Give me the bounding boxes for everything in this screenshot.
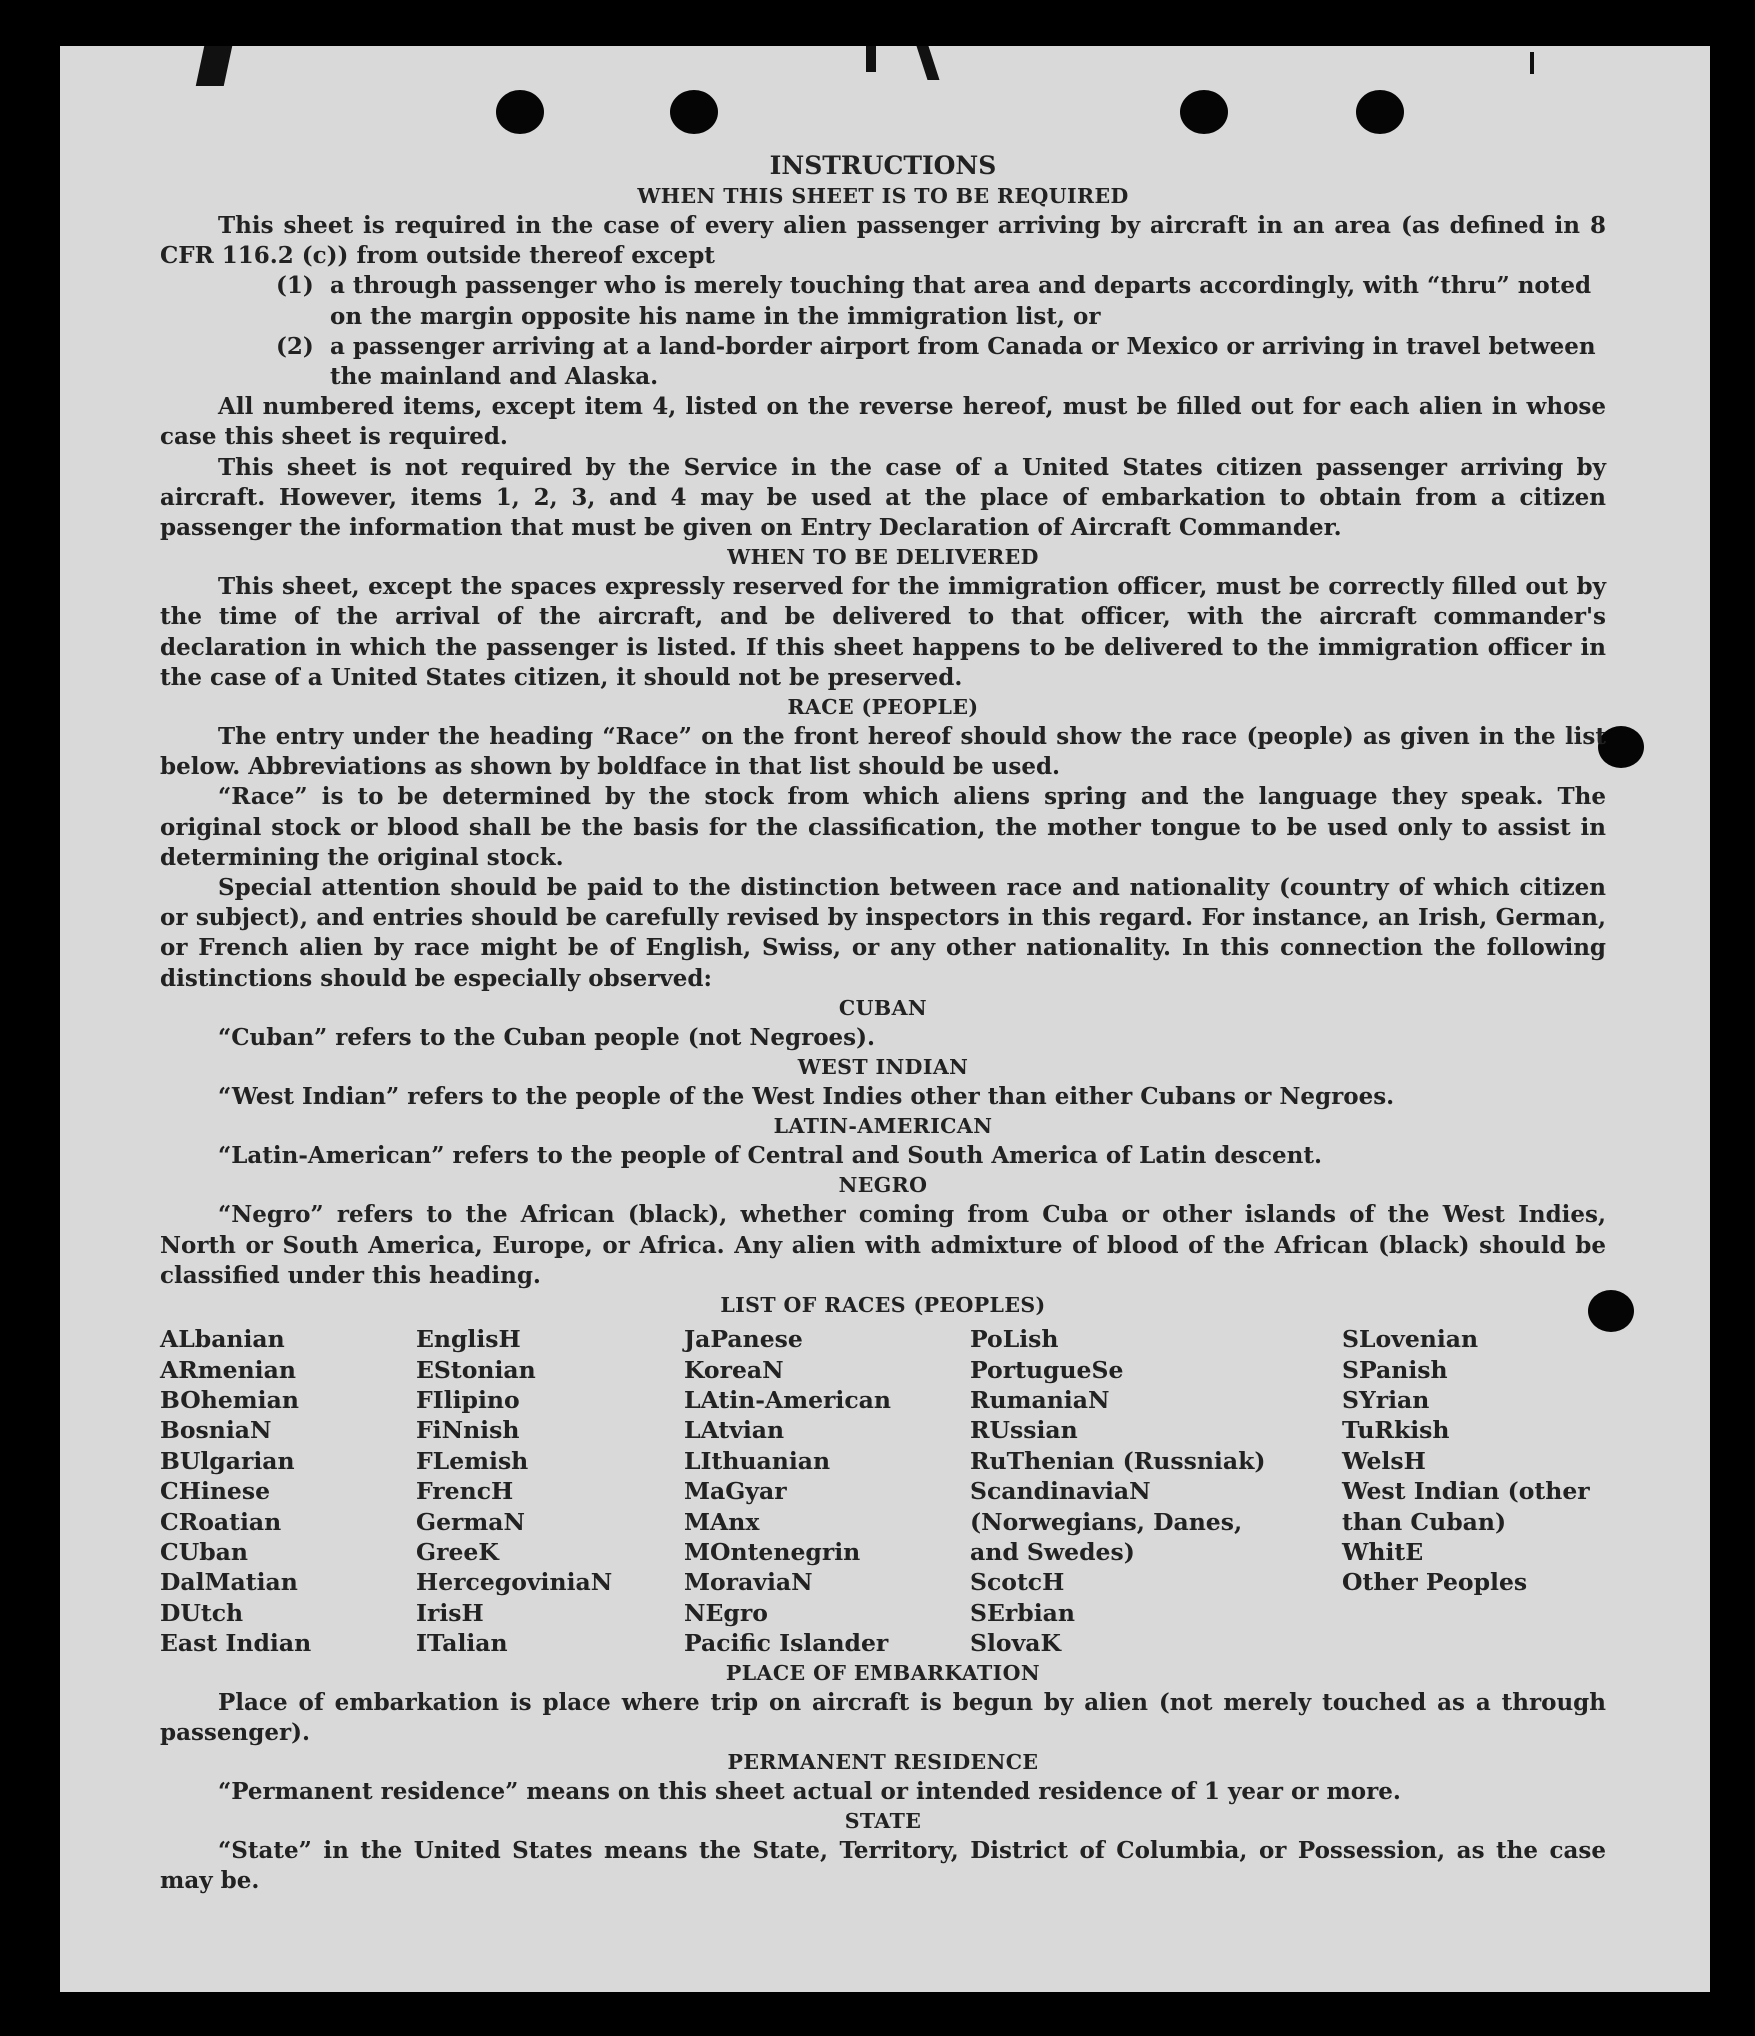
paragraph: “Permanent residence” means on this sheet actual or intended residence of 1 year or more. [218, 1777, 1401, 1805]
paragraph: All numbered items, except item 4, listed on the reverse hereof, must be filled out for each alien in whose case this sheet is required. [160, 393, 1606, 451]
race-entry: SLovenian [1342, 1325, 1479, 1354]
race-entry: CHinese [160, 1477, 271, 1506]
paragraph: Special attention should be paid to the distinction between race and nationality (country of which citizen or subject), and entries should be carefully revised by inspectors in this regard. For instance, an Irish, German, or French alien by race might be of English, Swiss, or any other nationality. In this connection the following distinctions should be especially observed: [160, 874, 1606, 992]
race-entry: TuRkish [1342, 1416, 1450, 1445]
instructions-text [160, 150, 1606, 1897]
race-entry: EStonian [416, 1355, 536, 1384]
race-entry: IrisH [416, 1598, 484, 1627]
item-text: a passenger arriving at a land-border airport from Canada or Mexico or arriving in travel between the mainland and Alaska. [330, 332, 1596, 391]
paragraph: This sheet is required in the case of every alien passenger arriving by aircraft in an area (as defined in 8 CFR 116.2 (c)) from outside thereof except [160, 212, 1606, 270]
race-entry: SlovaK [970, 1629, 1061, 1658]
staple-mark [866, 46, 876, 72]
section-heading: WHEN TO BE DELIVERED [727, 545, 1039, 570]
race-entry: PortugueSe [970, 1355, 1124, 1384]
section-heading: STATE [844, 1809, 922, 1834]
race-entry: GreeK [416, 1537, 499, 1566]
section-heading: PLACE OF EMBARKATION [725, 1660, 1041, 1685]
punch-hole [1180, 90, 1228, 134]
item-number: (2) [276, 332, 314, 360]
race-entry: FrencH [416, 1477, 514, 1506]
race-entry: PoLish [970, 1325, 1059, 1354]
race-entry: LAtvian [684, 1416, 785, 1445]
punch-hole [670, 90, 718, 134]
paragraph: “State” in the United States means the State, Territory, District of Columbia, or Possession, as the case may be. [160, 1837, 1606, 1895]
paragraph: “Negro” refers to the African (black), whether coming from Cuba or other islands of the West Indies, North or South America, Europe, or Africa. Any alien with admixture of blood of the African (black) should be classified under this heading. [160, 1201, 1606, 1289]
race-entry: JaPanese [684, 1325, 803, 1354]
race-entry: MAnx [684, 1507, 760, 1536]
race-entry: BUlgarian [160, 1446, 295, 1475]
paragraph: This sheet, except the spaces expressly reserved for the immigration officer, must be correctly filled out by the time of the arrival of the aircraft, and be delivered to that officer, with the aircraft commander's declaration in which the passenger is listed. If this sheet happens to be delivered to the immigration officer in the case of a United States citizen, it should not be preserved. [160, 573, 1606, 691]
race-entry: MoraviaN [684, 1568, 813, 1597]
race-entry: RumaniaN [970, 1385, 1110, 1414]
section-heading: CUBAN [838, 995, 928, 1020]
race-entry: Pacific Islander [684, 1629, 889, 1658]
race-entry: BOhemian [160, 1385, 299, 1414]
race-entry: Other Peoples [1342, 1568, 1528, 1597]
section-heading: RACE (PEOPLE) [787, 695, 979, 720]
race-entry: ScotcH [970, 1568, 1065, 1597]
race-column [416, 1324, 684, 1658]
race-entry: ALbanian [160, 1325, 285, 1354]
race-entry: DUtch [160, 1598, 244, 1627]
section-heading: LATIN-AMERICAN [773, 1114, 993, 1139]
section-heading: WHEN THIS SHEET IS TO BE REQUIRED [637, 184, 1129, 208]
race-entry: WhitE [1342, 1537, 1424, 1566]
staple-mark [196, 46, 233, 86]
race-entry: NEgro [684, 1598, 768, 1627]
section-heading: LIST OF RACES (PEOPLES) [720, 1293, 1046, 1318]
race-entry: BosniaN [160, 1416, 272, 1445]
race-entry: LAtin-American [684, 1385, 891, 1414]
punch-hole [496, 90, 544, 134]
paragraph: “Latin-American” refers to the people of Central and South America of Latin descent. [218, 1142, 1322, 1170]
race-entry: WelsH [1342, 1446, 1426, 1475]
race-entry: SPanish [1342, 1355, 1448, 1384]
race-entry: FLemish [416, 1446, 529, 1475]
race-entry: SErbian [970, 1598, 1075, 1627]
race-column [1342, 1324, 1604, 1658]
race-entry: East Indian [160, 1629, 312, 1658]
document-page [60, 46, 1710, 1992]
race-entry-text: West Indian (other than Cuban) [1342, 1477, 1590, 1536]
section-heading: PERMANENT RESIDENCE [727, 1749, 1039, 1774]
paragraph: “Cuban” refers to the Cuban people (not Negroes). [218, 1023, 876, 1051]
paragraph: This sheet is not required by the Service in the case of a United States citizen passenger arriving by aircraft. However, items 1, 2, 3, and 4 may be used at the place of embarkation to obtain from a citizen passenger the information that must be given on Entry Declaration of Aircraft Commander. [160, 453, 1606, 542]
race-entry: FiNnish [416, 1416, 520, 1445]
race-entry: ARmenian [160, 1355, 296, 1384]
list-item [160, 332, 1606, 392]
race-entry: SYrian [1342, 1385, 1430, 1414]
race-entry: RuThenian (Russniak) [970, 1446, 1266, 1475]
race-entry [970, 1476, 1270, 1567]
race-entry: DalMatian [160, 1568, 298, 1597]
item-text: a through passenger who is merely touching that area and departs accordingly, with “thru” noted on the margin opposite his name in the immigration list, or [330, 272, 1592, 330]
race-entry: MaGyar [684, 1477, 787, 1506]
race-entry: CUban [160, 1537, 248, 1566]
race-column [684, 1324, 970, 1658]
race-entry: LIthuanian [684, 1446, 831, 1475]
staple-mark [1530, 52, 1534, 74]
race-entry: GermaN [416, 1507, 525, 1536]
race-entry-text: ScandinaviaN (Norwegians, Danes, and Swedes) [970, 1477, 1243, 1566]
race-entry: ITalian [416, 1629, 508, 1658]
page-title: INSTRUCTIONS [769, 151, 997, 180]
paragraph: “Race” is to be determined by the stock from which aliens spring and the language they speak. The original stock or blood shall be the basis for the classification, the mother tongue to be used only to assist in determining the original stock. [160, 783, 1606, 871]
race-entry: MOntenegrin [684, 1537, 861, 1566]
race-entry: KoreaN [684, 1355, 784, 1384]
race-entry: CRoatian [160, 1507, 282, 1536]
race-list [160, 1324, 1606, 1658]
list-item [160, 271, 1606, 331]
section-heading: NEGRO [838, 1173, 928, 1198]
paragraph: Place of embarkation is place where trip on aircraft is begun by alien (not merely touched as a through passenger). [160, 1688, 1606, 1746]
race-column [160, 1324, 416, 1658]
item-number: (1) [276, 272, 314, 300]
paragraph: “West Indian” refers to the people of the West Indies other than either Cubans or Negroes. [218, 1083, 1395, 1111]
race-entry: RUssian [970, 1416, 1078, 1445]
punch-hole [1356, 90, 1404, 134]
staple-mark [916, 46, 939, 80]
section-heading: WEST INDIAN [797, 1055, 969, 1080]
race-entry [1342, 1476, 1604, 1537]
race-entry: HercegoviniaN [416, 1568, 613, 1597]
race-column [970, 1324, 1342, 1658]
paragraph: The entry under the heading “Race” on the front hereof should show the race (people) as given in the list below. Abbreviations as shown by boldface in that list should be used. [160, 723, 1606, 781]
race-entry: EnglisH [416, 1325, 521, 1354]
race-entry: FIlipino [416, 1385, 520, 1414]
